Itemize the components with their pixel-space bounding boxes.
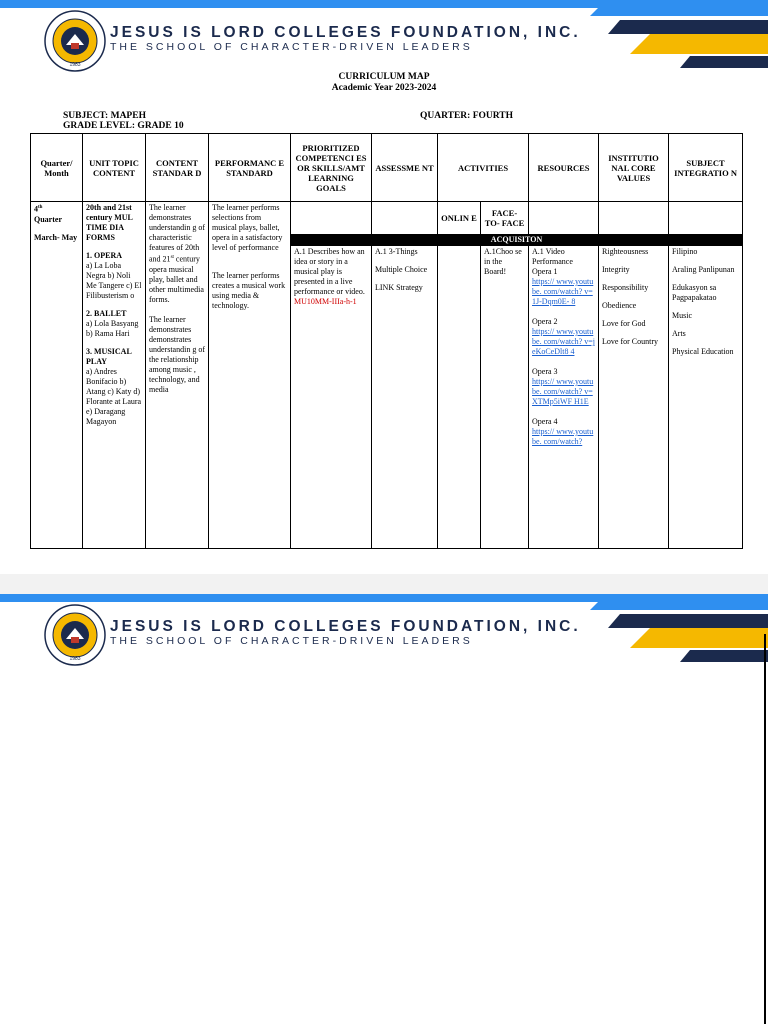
letterhead-2 <box>0 594 768 680</box>
months: March- May <box>34 232 78 242</box>
content-standard-text-a: The learner demonstrates understandin g of characteristic features of 20th and 21 <box>149 203 205 264</box>
col-content-standard: CONTENT STANDAR D <box>146 134 209 202</box>
quarter-number: 4 <box>34 204 38 214</box>
value-item: Righteousness <box>602 247 649 256</box>
grade-label: GRADE LEVEL: GRADE 10 <box>63 121 184 131</box>
document-title: CURRICULUM MAP <box>338 72 430 82</box>
school-logo-icon <box>44 604 106 666</box>
assessment-empty-cell <box>372 202 438 235</box>
resources-intro: A.1 Video Performance <box>532 247 573 266</box>
core-values-cell <box>599 246 669 549</box>
col-subject-integration: SUBJECT INTEGRATIO N <box>669 134 743 202</box>
opera-2-label: Opera 2 <box>532 317 558 326</box>
col-unit: UNIT TOPIC CONTENT <box>83 134 146 202</box>
opera-3-link[interactable]: https:// www.youtube. com/watch? v=XTMp5iWF H1E <box>532 377 594 406</box>
prioritized-empty-cell <box>291 202 372 235</box>
value-item: Obedience <box>602 301 637 310</box>
school-logo-icon <box>44 10 106 72</box>
quarter-sup: th <box>38 205 43 210</box>
opera-3-label: Opera 3 <box>532 367 558 376</box>
page-edge-line <box>764 634 766 1024</box>
col-assessment: ASSESSME NT <box>372 134 438 202</box>
sub-face-to-face: FACE- TO- FACE <box>481 202 529 235</box>
value-item: Love for Country <box>602 337 659 346</box>
assessment-1: A.1 3-Things <box>375 247 418 256</box>
acquisition-bar: ACQUISITON <box>291 235 743 246</box>
integration-item: Arts <box>672 329 686 338</box>
subject-label: SUBJECT: MAPEH <box>63 111 146 121</box>
ballet-heading: 2. BALLET <box>86 309 127 318</box>
integration-item: Filipino <box>672 247 698 256</box>
content-standard-cell <box>146 202 209 549</box>
values-empty-cell <box>599 202 669 235</box>
face-to-face-cell: A.1Choo se in the Board! <box>481 246 529 549</box>
header-stripes-decoration <box>560 6 768 76</box>
prioritized-text: A.1 Describes how an idea or story in a musical play is presented in a live performance or video. <box>294 247 365 296</box>
opera-2-link[interactable]: https:// www.youtube. com/watch? v=jeKoCeDlt8 4 <box>532 327 595 356</box>
logo-year: 1983 <box>69 656 81 662</box>
page-2 <box>0 594 768 1024</box>
org-name: JESUS IS LORD COLLEGES FOUNDATION, INC. <box>110 24 581 41</box>
integration-empty-cell <box>669 202 743 235</box>
performance-standard-text-1: The learner performs selections from musical plays, ballet, opera in a satisfactory level of performance <box>212 203 283 252</box>
sub-online: ONLIN E <box>438 202 481 235</box>
quarter-cell <box>31 202 83 549</box>
quarter-label: QUARTER: FOURTH <box>420 111 514 121</box>
content-standard-text-b: century opera musical play, ballet and other multimedia forms. <box>149 254 204 304</box>
opera-4-label: Opera 4 <box>532 417 558 426</box>
integration-item: Physical Education <box>672 347 734 356</box>
opera-items: a) La Loba Negra b) Noli Me Tangere c) El Filibusterism o <box>86 261 142 300</box>
org-tagline: THE SCHOOL OF CHARACTER-DRIVEN LEADERS <box>110 41 473 53</box>
prioritized-cell <box>291 246 372 549</box>
musical-items: a) Andres Bonifacio b) Atang c) Katy d) Florante at Laura e) Daragang Magayon <box>86 367 142 426</box>
value-item: Love for God <box>602 319 646 328</box>
document-title-block <box>0 72 768 94</box>
resources-empty-cell <box>529 202 599 235</box>
assessment-3: LINK Strategy <box>375 283 423 292</box>
opera-heading: 1. OPERA <box>86 251 122 260</box>
logo-year: 1983 <box>69 62 81 68</box>
col-performance-standard: PERFORMANC E STANDARD <box>209 134 291 202</box>
musical-heading: 3. MUSICAL PLAY <box>86 347 132 366</box>
org-name: JESUS IS LORD COLLEGES FOUNDATION, INC. <box>110 618 581 635</box>
resources-cell <box>529 246 599 549</box>
quarter-word: Quarter <box>34 214 62 224</box>
integration-cell <box>669 246 743 549</box>
opera-1-label: Opera 1 <box>532 267 558 276</box>
org-tagline: THE SCHOOL OF CHARACTER-DRIVEN LEADERS <box>110 635 473 647</box>
col-prioritized: PRIORITIZED COMPETENCI ES OR SKILLS/AMT LEARNING GOALS <box>291 134 372 202</box>
integration-item: Edukasyon sa Pagpapakatao <box>672 283 717 302</box>
content-standard-sup: st <box>170 255 174 260</box>
col-core-values: INSTITUTIO NAL CORE VALUES <box>599 134 669 202</box>
assessment-cell <box>372 246 438 549</box>
sub-header-row <box>31 202 743 235</box>
page-gap <box>0 574 768 594</box>
col-activities: ACTIVITIES <box>438 134 529 202</box>
integration-item: Music <box>672 311 693 320</box>
header-row <box>31 134 743 202</box>
assessment-2: Multiple Choice <box>375 265 428 274</box>
performance-standard-cell <box>209 202 291 549</box>
online-cell <box>438 246 481 549</box>
academic-year: Academic Year 2023-2024 <box>331 83 437 93</box>
ballet-items: a) Lola Basyang b) Rama Hari <box>86 319 139 338</box>
opera-1-link[interactable]: https:// www.youtube. com/watch? v= 1J-Dqm0E- 8 <box>532 277 594 306</box>
competency-code: MU10MM-IIIa-h-1 <box>294 297 357 306</box>
header-stripes-decoration <box>560 600 768 670</box>
col-resources: RESOURCES <box>529 134 599 202</box>
col-quarter: Quarter/ Month <box>31 134 83 202</box>
curriculum-map-table <box>30 133 743 549</box>
unit-intro: 20th and 21st century MUL TIME DIA FORMS <box>86 203 133 242</box>
performance-standard-text-2: The learner performs creates a musical work using media & technology. <box>212 271 286 310</box>
value-item: Integrity <box>602 265 630 274</box>
content-standard-text-2: The learner demonstrates demonstrates understandin g of the relationship among music , technology, and media <box>149 314 205 394</box>
value-item: Responsibility <box>602 283 649 292</box>
opera-4-link[interactable]: https:// www.youtube. com/watch? <box>532 427 594 446</box>
integration-item: Araling Panlipunan <box>672 265 735 274</box>
unit-cell <box>83 202 146 549</box>
